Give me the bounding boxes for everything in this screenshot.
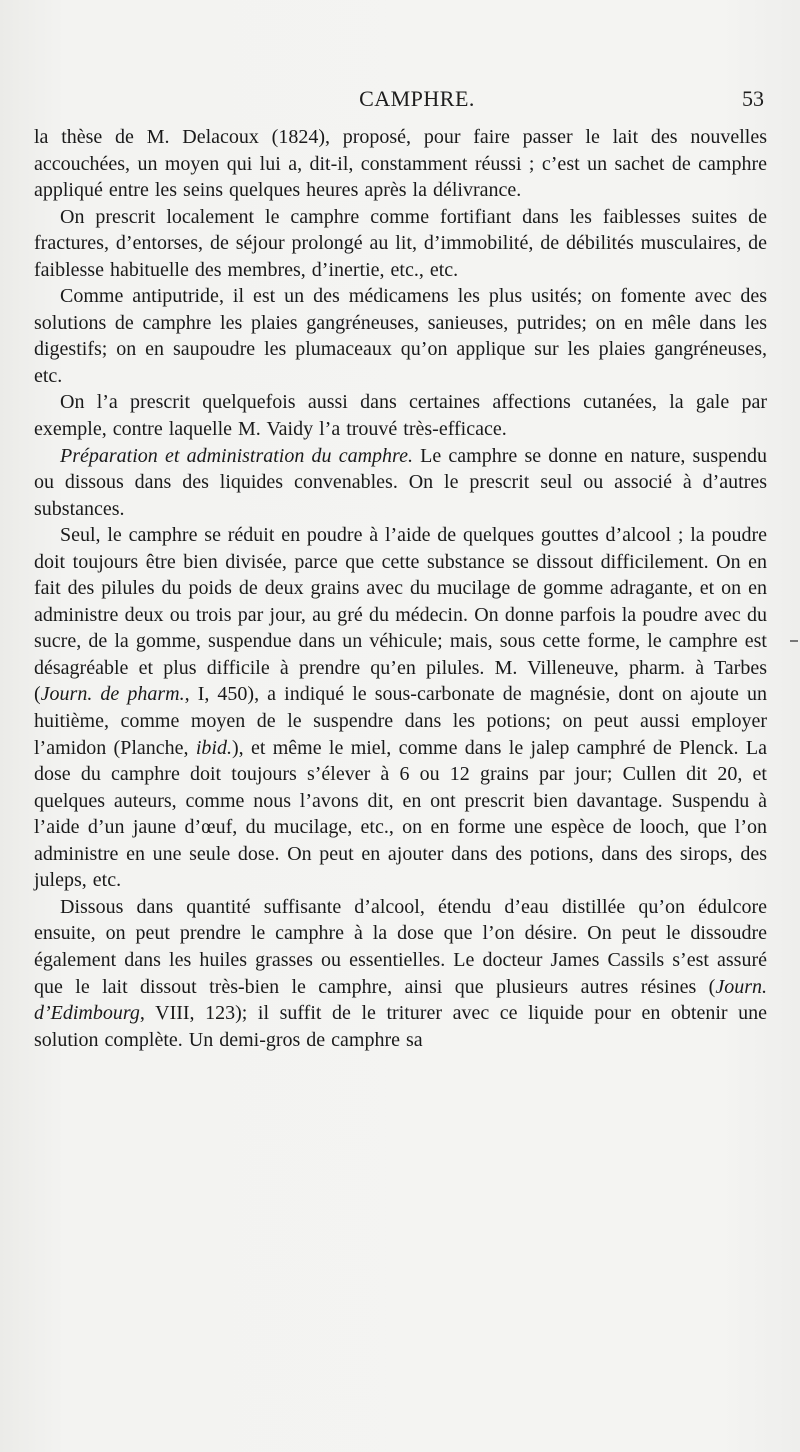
paragraph-preparation — [34, 443, 767, 523]
paragraph-fortifiant: On prescrit localement le camphre comme fortifiant dans les faiblesses suites de fractures, d’entorses, de séjour prolongé au lit, d’immobilité, de débilités musculaires, de faiblesse habituelle des membres, d’inertie, etc., etc. — [34, 205, 767, 281]
seul-text-3: ), et même le miel, comme dans le jalep camphré de Plenck. La dose du camphre doit toujours s’élever à 6 ou 12 grains par jour; Cullen dit 20, et quelques auteurs, comme nous l’avons dit, en ont prescrit bien davantage. Suspendu à l’aide d’un jaune d’œuf, du mucilage, etc., on en forme une espèce de looch, que l’on administre en une seule dose. On peut en ajouter dans des potions, dans des sirops, des juleps, etc. — [34, 736, 767, 892]
reference-journ-pharm: Journ. de pharm. — [40, 683, 185, 706]
body-text — [34, 124, 767, 1053]
seul-text-2: , I, 450), a indiqué le sous-carbonate de magnésie, dont on ajoute un huitième, comme moyen de le suspendre dans les potions; on peut aussi employer l’amidon (Planche, — [34, 683, 768, 759]
paragraph-affections-cutanees: On l’a prescrit quelquefois aussi dans certaines affections cutanées, la gale par exemple, contre laquelle M. Vaidy l’a trouvé très-efficace. — [34, 391, 767, 441]
running-title: CAMPHRE. — [359, 86, 475, 111]
paragraph-continued: la thèse de M. Delacoux (1824), proposé, pour faire passer le lait des nouvelles accouchées, un moyen qui lui a, dit-il, constamment réussi ; c’est un sachet de camphre appliqué entre les seins quelques heures après la délivrance. — [34, 126, 767, 202]
paragraph-dissous — [34, 894, 767, 1053]
reference-ibid: ibid. — [195, 736, 232, 759]
dissous-text-2: , VIII, 123); il suffit de le triturer avec ce liquide pour en obtenir une solution complète. Un demi-gros de camphre sa — [34, 1002, 767, 1051]
margin-mark — [790, 640, 798, 642]
paragraph-antiputride: Comme antiputride, il est un des médicamens les plus usités; on fomente avec des solutions de camphre les plaies gangréneuses, sanieuses, putrides; on en mêle dans les digestifs; on en saupoudre les plumaceaux qu’on applique sur les plaies gangréneuses, etc. — [34, 285, 767, 387]
reference-journ-edimbourg: Journ. d’Edimbourg — [34, 975, 767, 1025]
section-intro: Le camphre se donne en nature, suspendu ou dissous dans des liquides convenables. On le prescrit seul ou associé à d’autres substances. — [34, 444, 767, 520]
seul-text-1: Seul, le camphre se réduit en poudre à l’aide de quelques gouttes d’alcool ; la poudre doit toujours être bien divisée, parce que cette substance se dissout difficilement. On en fait des pilules du poids de deux grains avec du mucilage de gomme adragante, et on en administre deux ou trois par jour, au gré du médecin. On donne parfois la poudre avec du sucre, de la gomme, suspendue dans un véhicule; mais, sous cette forme, le camphre est désagréable et plus difficile à prendre qu’en pilules. M. Villeneuve, pharm. à Tarbes ( — [34, 524, 767, 706]
page-header — [62, 86, 772, 116]
page-number: 53 — [742, 86, 764, 111]
dissous-text-1: Dissous dans quantité suffisante d’alcool, étendu d’eau distillée qu’on édulcore ensuite, on peut prendre le camphre à la dose que l’on désire. On peut le dissoudre également dans les huiles grasses ou essentielles. Le docteur James Cassils s’est assuré que le lait dissout très-bien le camphre, ainsi que plusieurs autres résines ( — [34, 895, 767, 998]
paragraph-seul — [34, 522, 767, 894]
section-heading: Préparation et administration du camphre. — [60, 444, 413, 467]
